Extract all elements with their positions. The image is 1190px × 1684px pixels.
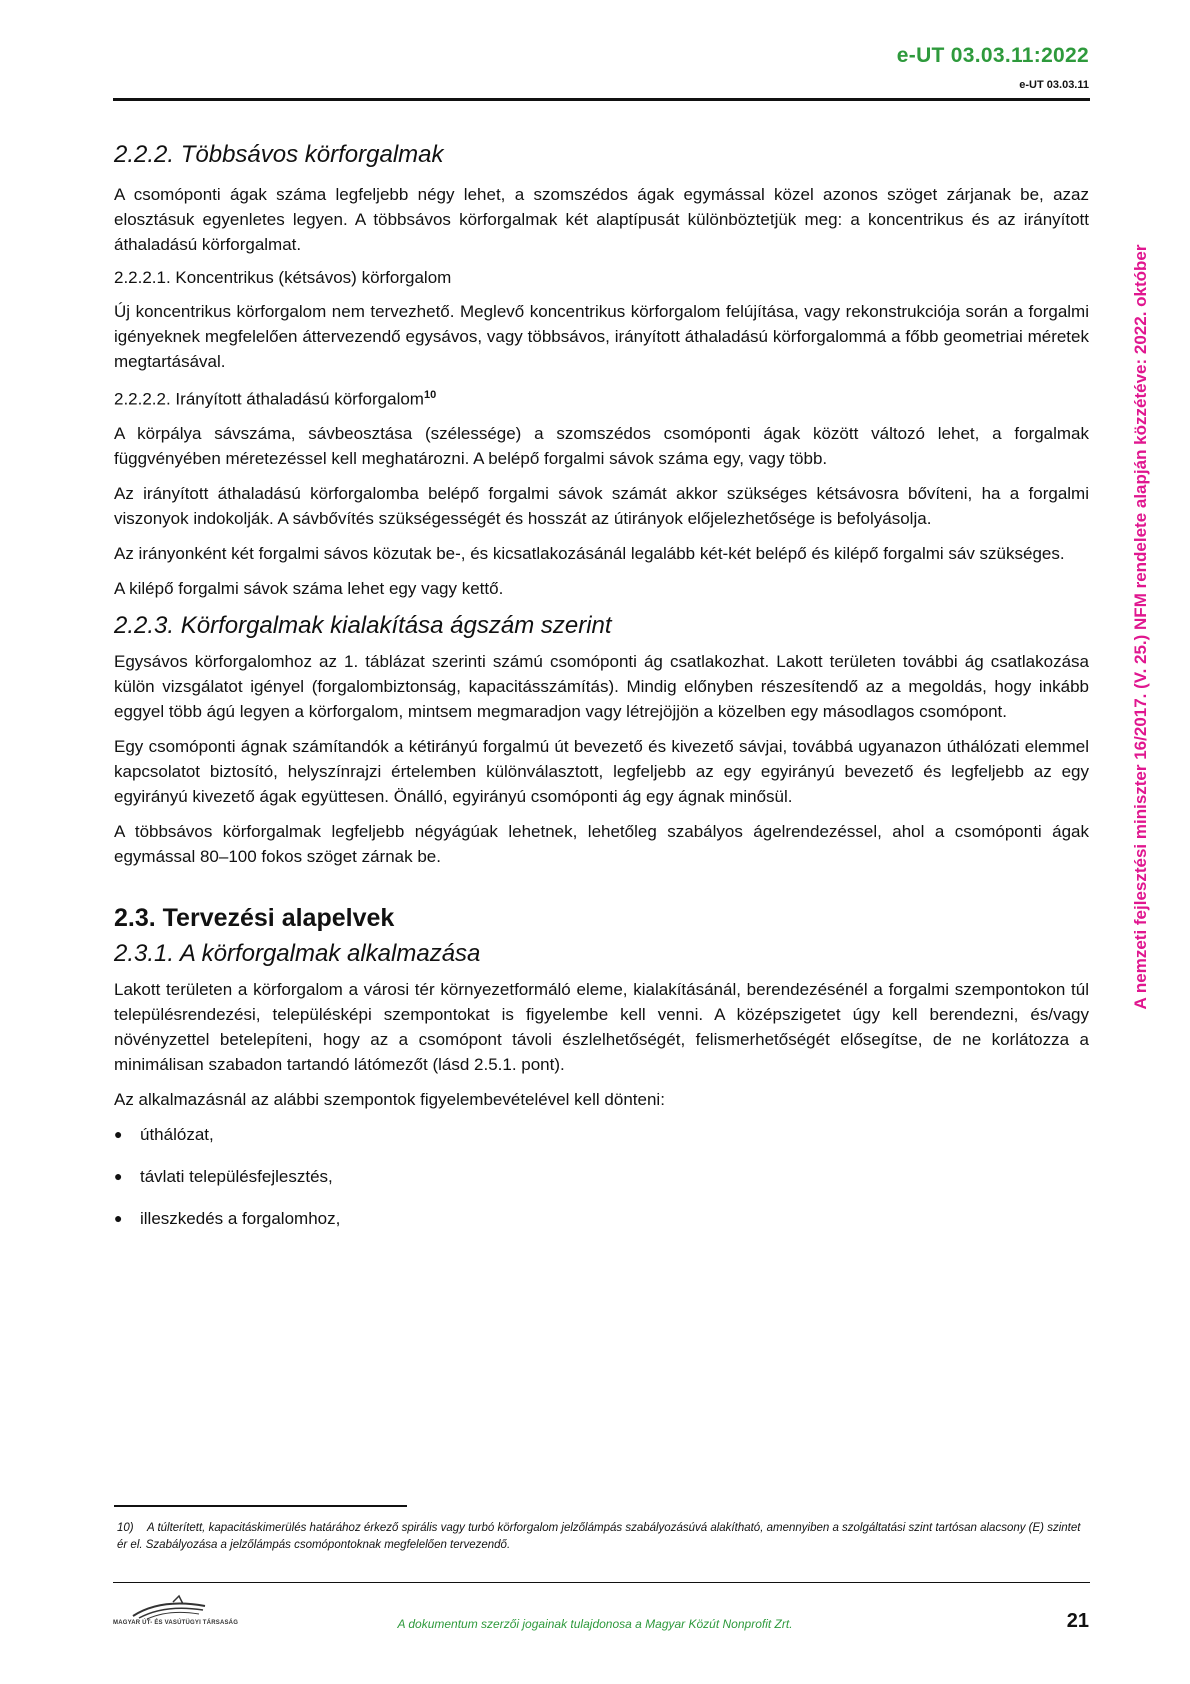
- standard-code-small: e-UT 03.03.11: [1019, 79, 1089, 91]
- list-item-text: távlati településfejlesztés,: [140, 1166, 333, 1186]
- side-note-text: A nemzeti fejlesztési miniszter 16/2017. (V. 25.) NFM rendelete alapján közzétéve: 2022. október: [1131, 244, 1150, 1010]
- footnote-ref[interactable]: 10: [423, 389, 437, 401]
- paragraph: Az irányított áthaladású körforgalomba belépő forgalmi sávok számát akkor szükséges kétsávosra bővíteni, ha a forgalmi viszonyok indokolják. A sávbővítés szükségességét és hosszát az útirányok előjelezhetősége is befolyásolja.: [114, 483, 1089, 528]
- bullet-icon: ●: [114, 1167, 123, 1184]
- paragraph: Egy csomóponti ágnak számítandók a kétirányú forgalmú út bevezető és kivezető sávjai, továbbá ugyanazon úthálózati elemmel kapcsolatot biztosító, helyszínrajzi értelemben különválasztott, legfeljebb az egy egyirányú bevezető és legfeljebb az egy egyirányú kivezető ágak együttesen. Önálló, egyirányú csomóponti ág egy ágnak minősül.: [114, 736, 1089, 806]
- footnote-number: 10): [117, 1522, 134, 1534]
- heading-text: 2.2.2.2. Irányított áthaladású körforgalom: [114, 389, 424, 409]
- footer-rule: [113, 1582, 1090, 1583]
- list-item: [114, 1206, 1089, 1231]
- heading-2-3: 2.3. Tervezési alapelvek: [114, 903, 395, 932]
- heading-2-2-2-1: 2.2.2.1. Koncentrikus (kétsávos) körforgalom: [114, 268, 452, 287]
- paragraph: A csomóponti ágak száma legfeljebb négy lehet, a szomszédos ágak egymással közel azonos szöget zárjanak be, azaz elosztásuk egyenletes legyen. A többsávos körforgalmak két alaptípusát különböztetjük meg: a koncentrikus és az irányított áthaladású körforgalmat.: [114, 185, 1089, 254]
- heading-2-3-1: 2.3.1. A körforgalmak alkalmazása: [114, 939, 481, 967]
- bullet-icon: ●: [114, 1125, 123, 1142]
- bullet-icon: ●: [114, 1209, 123, 1226]
- paragraph: Egysávos körforgalomhoz az 1. táblázat szerinti számú csomóponti ág csatlakozhat. Lakott területen további ág csatlakozása külön vizsgálatot igényel (forgalombiztonság, kapacitásszámítás). Mindig előnyben részesítendő az a megoldás, hogy inkább eggyel több ágú legyen a körforgalom, mintsem megmaradjon vagy létrejöjjön a közelben egy másodlagos csomópont.: [114, 651, 1089, 721]
- list-item-text: illeszkedés a forgalomhoz,: [140, 1208, 341, 1228]
- copyright-notice: A dokumentum szerzői jogainak tulajdonosa a Magyar Közút Nonprofit Zrt.: [397, 1617, 793, 1631]
- footnote-text: A túlterített, kapacitáskimerülés határához érkező spirális vagy turbó körforgalom jelzőlámpás szabályozásúvá alakítható, amennyiben a szolgáltatási szint tartósan alacsony (E) szintet ér el. Szabályozása a jelzőlámpás csomópontoknak megfelelően tervezendő.: [117, 1522, 1081, 1551]
- list-item: [114, 1164, 1089, 1189]
- paragraph: A körpálya sávszáma, sávbeosztása (szélessége) a szomszédos csomóponti ágak között változó lehet, a forgalmak függvényében méretezéssel kell meghatározni. A belépő forgalmi sávok száma egy, vagy több.: [114, 423, 1089, 468]
- paragraph: A többsávos körforgalmak legfeljebb négyágúak lehetnek, lehetőleg szabályos ágelrendezéssel, ahol a csomóponti ágak egymással 80–100 fokos szöget zárnak be.: [114, 821, 1089, 866]
- standard-code: e-UT 03.03.11:2022: [896, 44, 1089, 67]
- logo-caption: MAGYAR ÚT- ÉS VASÚTÜGYI TÁRSASÁG: [113, 1620, 239, 1626]
- paragraph: Új koncentrikus körforgalom nem tervezhető. Meglevő koncentrikus körforgalom felújítása, vagy rekonstrukciója során a forgalmi igényeknek megfelelően áttervezendő egysávos, vagy többsávos, irányított áthaladású körforgalommá a főbb geometriai méretek megtartásával.: [114, 302, 1089, 371]
- heading-2-2-3: 2.2.3. Körforgalmak kialakítása ágszám szerint: [114, 611, 612, 639]
- heading-2-2-2-2: [114, 384, 1089, 411]
- paragraph: A kilépő forgalmi sávok száma lehet egy vagy kettő.: [114, 578, 504, 598]
- heading-2-2-2: 2.2.2. Többsávos körforgalmak: [114, 141, 444, 168]
- header-rule: [113, 98, 1090, 101]
- paragraph: Lakott területen a körforgalom a városi tér környezetformáló eleme, kialakításánál, berendezésénél a forgalmi szempontokon túl településrendezési, településképi szempontokat is figyelembe kell venni. A középszigetet úgy kell berendezni, és/vagy növényzettel betelepíteni, hogy az a csomópont távoli észlelhetőségét, felismerhetőségét elősegítse, de ne korlátozza a minimálisan szabadon tartandó látómezőt (lásd 2.5.1. pont).: [114, 979, 1089, 1074]
- footnote: [117, 1520, 1087, 1554]
- footnote-rule: [114, 1505, 407, 1507]
- list-item-text: úthálózat,: [140, 1124, 214, 1144]
- page-number: 21: [1066, 1610, 1089, 1632]
- list-item: [114, 1122, 1089, 1147]
- paragraph: Az alkalmazásnál az alábbi szempontok figyelembevételével kell dönteni:: [114, 1089, 665, 1109]
- paragraph: Az irányonként két forgalmi sávos közutak be-, és kicsatlakozásánál legalább két-két belépő és kilépő forgalmi sáv szükséges.: [114, 543, 1065, 563]
- page-content: [114, 140, 1089, 1248]
